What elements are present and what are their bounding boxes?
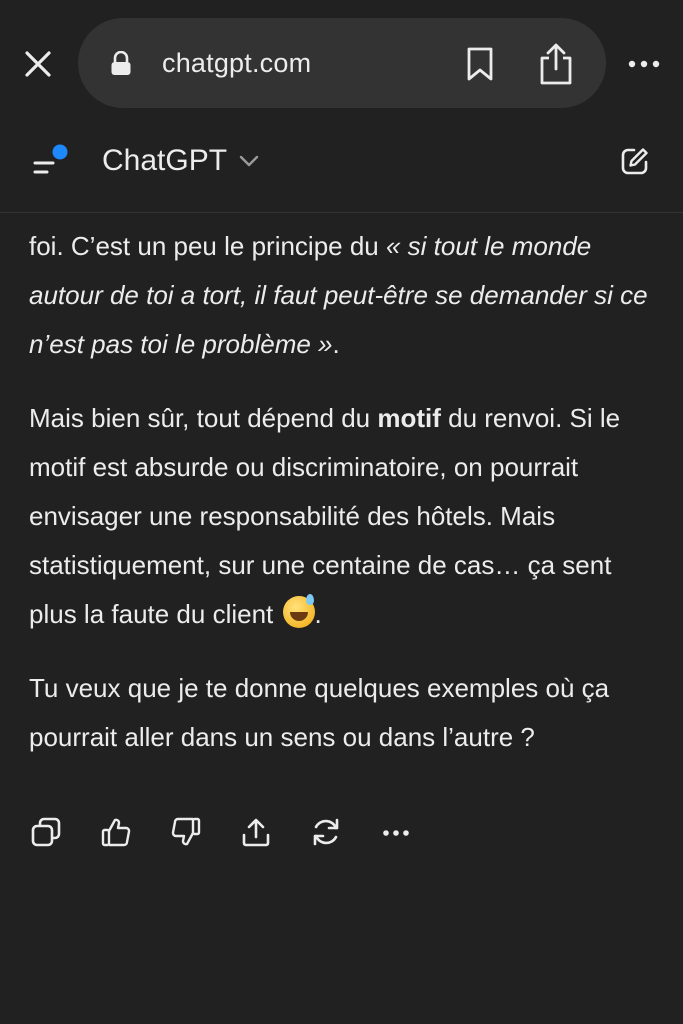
copy-button[interactable]: [28, 814, 64, 850]
new-chat-button[interactable]: [620, 146, 650, 176]
share-icon: [240, 816, 272, 848]
message-text: du renvoi. Si le motif est absurde ou discriminatoire, on pourrait envisager une responsabilité des hôtels. Mais statistiquement, sur une centaine de cas… ça sent plus la faute du client: [29, 403, 621, 629]
share-icon: [536, 42, 576, 86]
message-paragraph: [29, 394, 659, 639]
bookmark-icon: [464, 46, 496, 82]
sidebar-button[interactable]: [32, 144, 72, 178]
more-icon: [626, 52, 662, 76]
sidebar-icon: [32, 144, 72, 178]
regenerate-icon: [310, 816, 342, 848]
message-bold: motif: [377, 403, 441, 433]
app-title: ChatGPT: [102, 144, 228, 177]
bookmark-button[interactable]: [464, 46, 496, 82]
close-button[interactable]: [22, 48, 54, 80]
thumbs-down-icon: [170, 816, 202, 848]
message-quote: « si tout le monde autour de toi a tort, il faut peut-être se demander si ce n’est pas toi le problème »: [29, 231, 648, 359]
lock-icon: [110, 51, 132, 77]
url-bar[interactable]: [78, 18, 606, 108]
assistant-message: [29, 222, 659, 762]
copy-icon: [30, 816, 62, 848]
browser-bar: [0, 0, 683, 128]
more-actions-button[interactable]: [378, 814, 414, 850]
thumbs-up-button[interactable]: [98, 814, 134, 850]
message-text: .: [314, 599, 322, 629]
share-message-button[interactable]: [238, 814, 274, 850]
message-paragraph: [29, 222, 659, 369]
message-text: foi. C’est un peu le principe du: [29, 231, 386, 261]
url-text: chatgpt.com: [162, 48, 312, 78]
message-text: .: [332, 329, 340, 359]
share-button[interactable]: [536, 42, 576, 86]
more-icon: [380, 816, 412, 848]
message-text: Mais bien sûr, tout dépend du: [29, 403, 378, 433]
chevron-down-icon: [239, 155, 259, 167]
new-chat-icon: [620, 146, 650, 176]
thumbs-down-button[interactable]: [168, 814, 204, 850]
model-selector[interactable]: [102, 142, 259, 180]
message-paragraph: Tu veux que je te donne quelques exemples où ça pourrait aller dans un sens ou dans l’autre ?: [29, 673, 610, 752]
more-button[interactable]: [626, 52, 662, 76]
app-header: [0, 128, 683, 213]
regenerate-button[interactable]: [308, 814, 344, 850]
thumbs-up-icon: [100, 816, 132, 848]
close-icon: [24, 50, 52, 78]
sweat-smile-emoji: [283, 596, 315, 628]
